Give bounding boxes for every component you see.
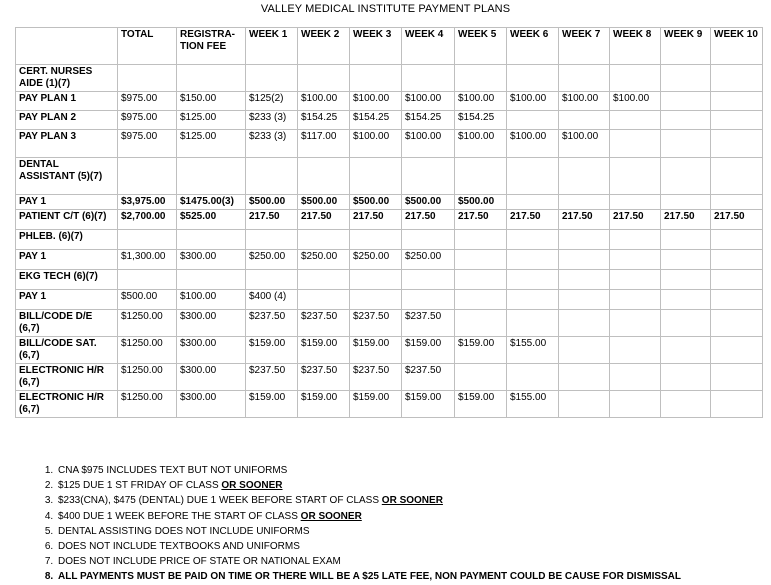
table-cell [118,65,177,92]
footnote-text: $233(CNA), $475 (DENTAL) DUE 1 WEEK BEFORE START OF CLASS [58,495,382,507]
footnotes-list [36,463,681,585]
table-row [16,337,763,364]
table-cell: $237.50 [402,364,455,391]
table-cell: $250.00 [298,250,350,270]
table-cell [610,364,661,391]
footnote-item [56,493,681,508]
table-cell: $159.00 [455,337,507,364]
table-cell: $3,975.00 [118,195,177,210]
table-cell [298,270,350,290]
footnote-emphasis: OR SOONER [221,480,283,492]
table-cell [711,391,763,418]
table-cell: $117.00 [298,130,350,158]
table-cell [507,310,559,337]
table-cell [402,158,455,195]
footnote-text: DOES NOT INCLUDE PRICE OF STATE OR NATIONAL EXAM [58,556,341,568]
table-row [16,290,763,310]
table-cell: $300.00 [177,391,246,418]
table-cell: $300.00 [177,337,246,364]
table-cell: $100.00 [350,130,402,158]
table-row [16,270,763,290]
table-cell: $500.00 [402,195,455,210]
table-cell [661,310,711,337]
table-cell: $500.00 [350,195,402,210]
table-cell [402,230,455,250]
table-row [16,391,763,418]
table-cell [661,92,711,111]
table-cell: $237.50 [246,310,298,337]
table-cell: $159.00 [246,391,298,418]
footnote-emphasis: OR SOONER [300,510,362,522]
table-cell [118,158,177,195]
table-cell: 217.50 [711,210,763,230]
table-cell: $100.00 [507,92,559,111]
table-cell: $250.00 [246,250,298,270]
table-cell: $159.00 [402,337,455,364]
row-label: PAY PLAN 3 [16,130,118,158]
table-cell [298,290,350,310]
table-cell [711,158,763,195]
table-cell: $525.00 [177,210,246,230]
column-header: WEEK 1 [246,28,298,65]
table-cell: $155.00 [507,337,559,364]
table-cell [610,391,661,418]
table-cell: 217.50 [350,210,402,230]
table-row [16,210,763,230]
table-cell [507,158,559,195]
table-cell [559,250,610,270]
column-header: WEEK 5 [455,28,507,65]
table-cell: $250.00 [350,250,402,270]
table-cell [246,65,298,92]
table-cell: $100.00 [402,130,455,158]
table-cell: $237.50 [402,310,455,337]
row-label: PAY PLAN 2 [16,111,118,130]
table-cell: $159.00 [246,337,298,364]
table-cell [177,158,246,195]
table-cell [661,111,711,130]
table-cell [118,230,177,250]
table-cell [507,230,559,250]
table-cell: $1475.00(3) [177,195,246,210]
table-cell [118,270,177,290]
table-cell [507,195,559,210]
table-cell [559,364,610,391]
table-cell: $500.00 [298,195,350,210]
table-cell [559,230,610,250]
table-cell [661,337,711,364]
table-cell [711,337,763,364]
table-cell: $159.00 [350,391,402,418]
column-header: REGISTRA-TION FEE [177,28,246,65]
table-row [16,195,763,210]
column-header: WEEK 9 [661,28,711,65]
footnote-text: ALL PAYMENTS MUST BE PAID ON TIME OR THERE WILL BE A $25 LATE FEE, NON PAYMENT COULD BE CAUSE FOR DISMISSAL [58,571,682,583]
table-cell: $237.50 [350,364,402,391]
table-cell [559,391,610,418]
table-cell [350,270,402,290]
table-cell [507,290,559,310]
table-cell: $1250.00 [118,391,177,418]
footnote-item [56,539,681,554]
table-row [16,111,763,130]
table-cell [711,130,763,158]
table-cell [559,337,610,364]
table-cell [455,250,507,270]
table-row [16,230,763,250]
table-cell [559,290,610,310]
header-corner-cell [16,28,118,65]
table-cell: $154.25 [402,111,455,130]
table-cell [559,270,610,290]
table-cell [610,230,661,250]
table-header-row [16,28,763,65]
row-label: PAY 1 [16,290,118,310]
table-cell [610,270,661,290]
table-cell: $100.00 [610,92,661,111]
table-cell: $300.00 [177,250,246,270]
row-label: ELECTRONIC H/R (6,7) [16,364,118,391]
table-cell: $125.00 [177,111,246,130]
table-cell: 217.50 [455,210,507,230]
column-header: WEEK 10 [711,28,763,65]
row-label: PHLEB. (6)(7) [16,230,118,250]
table-cell [559,65,610,92]
table-cell: $500.00 [455,195,507,210]
footnote-item [56,569,681,584]
table-row [16,310,763,337]
table-cell [661,195,711,210]
table-cell: $150.00 [177,92,246,111]
column-header: WEEK 7 [559,28,610,65]
table-cell [298,230,350,250]
table-cell: $100.00 [350,92,402,111]
table-cell [298,65,350,92]
table-cell [559,310,610,337]
table-cell: $400 (4) [246,290,298,310]
table-cell [246,270,298,290]
table-cell: 217.50 [298,210,350,230]
table-cell [455,310,507,337]
table-cell [402,65,455,92]
table-cell [661,290,711,310]
table-cell [246,158,298,195]
table-cell [177,230,246,250]
table-row [16,92,763,111]
table-cell: $154.25 [298,111,350,130]
table-cell: $154.25 [455,111,507,130]
table-cell [610,250,661,270]
table-cell: $250.00 [402,250,455,270]
footnote-text: $400 DUE 1 WEEK BEFORE THE START OF CLASS [58,510,301,522]
table-cell: 217.50 [661,210,711,230]
table-cell [711,270,763,290]
table-cell [507,65,559,92]
table-cell: $233 (3) [246,111,298,130]
row-label: BILL/CODE D/E (6,7) [16,310,118,337]
table-cell [661,158,711,195]
table-cell [350,65,402,92]
table-cell [350,158,402,195]
row-label: PAY 1 [16,195,118,210]
table-cell [610,310,661,337]
table-cell [455,158,507,195]
table-cell: $1250.00 [118,364,177,391]
table-row [16,364,763,391]
table-cell [661,230,711,250]
table-cell: $159.00 [350,337,402,364]
table-cell: $1250.00 [118,310,177,337]
table-cell [661,65,711,92]
table-cell [246,230,298,250]
column-header: WEEK 3 [350,28,402,65]
table-cell [559,111,610,130]
footnote-item [56,478,681,493]
table-cell [610,290,661,310]
table-cell: $125(2) [246,92,298,111]
table-cell: $975.00 [118,130,177,158]
table-cell [507,111,559,130]
table-cell: $237.50 [298,310,350,337]
row-label: ELECTRONIC H/R (6,7) [16,391,118,418]
table-cell: $100.00 [507,130,559,158]
table-cell: $100.00 [559,92,610,111]
table-cell: $100.00 [455,130,507,158]
table-cell [507,270,559,290]
table-cell: $500.00 [118,290,177,310]
table-cell [711,111,763,130]
table-cell: $300.00 [177,364,246,391]
table-cell [711,290,763,310]
row-label: EKG TECH (6)(7) [16,270,118,290]
table-cell [455,270,507,290]
table-cell [711,310,763,337]
column-header: WEEK 2 [298,28,350,65]
table-cell [177,65,246,92]
table-cell: $154.25 [350,111,402,130]
table-cell: $100.00 [559,130,610,158]
table-cell: $159.00 [455,391,507,418]
table-cell: $159.00 [298,391,350,418]
footnote-item [56,524,681,539]
column-header: TOTAL [118,28,177,65]
footnote-item [56,463,681,478]
row-label: PAY 1 [16,250,118,270]
table-cell: $975.00 [118,111,177,130]
table-cell [610,195,661,210]
row-label: CERT. NURSES AIDE (1)(7) [16,65,118,92]
table-cell [507,250,559,270]
table-cell [350,230,402,250]
table-cell [610,65,661,92]
table-cell: $159.00 [402,391,455,418]
table-cell [711,250,763,270]
table-cell: $237.50 [246,364,298,391]
table-row [16,130,763,158]
table-cell: $2,700.00 [118,210,177,230]
table-cell [298,158,350,195]
table-cell: $233 (3) [246,130,298,158]
table-cell: 217.50 [507,210,559,230]
table-cell: $300.00 [177,310,246,337]
table-cell [559,158,610,195]
table-cell: $500.00 [246,195,298,210]
table-cell: $237.50 [350,310,402,337]
table-cell [350,290,402,310]
payment-plans-table [15,27,763,418]
table-cell [711,364,763,391]
table-cell [610,111,661,130]
column-header: WEEK 6 [507,28,559,65]
table-cell: $237.50 [298,364,350,391]
column-header: WEEK 8 [610,28,661,65]
table-cell [661,364,711,391]
table-cell [455,290,507,310]
row-label: PAY PLAN 1 [16,92,118,111]
table-cell [661,250,711,270]
table-cell: $1,300.00 [118,250,177,270]
table-cell [711,195,763,210]
footnote-text: $125 DUE 1 ST FRIDAY OF CLASS [58,480,222,492]
row-label: DENTAL ASSISTANT (5)(7) [16,158,118,195]
table-row [16,250,763,270]
table-cell: $100.00 [402,92,455,111]
table-cell [711,65,763,92]
table-cell [661,270,711,290]
table-cell [177,270,246,290]
table-cell [711,92,763,111]
table-cell: $975.00 [118,92,177,111]
table-cell [610,337,661,364]
table-cell: $100.00 [298,92,350,111]
page-title: VALLEY MEDICAL INSTITUTE PAYMENT PLANS [260,3,511,15]
table-cell: $100.00 [455,92,507,111]
table-cell [455,364,507,391]
footnote-text: DENTAL ASSISTING DOES NOT INCLUDE UNIFORMS [58,525,310,537]
footnote-emphasis: OR SOONER [381,495,443,507]
footnote-text: DOES NOT INCLUDE TEXTBOOKS AND UNIFORMS [58,541,300,553]
table-cell: $100.00 [177,290,246,310]
row-label: PATIENT C/T (6)(7) [16,210,118,230]
footnote-item [56,554,681,569]
table-cell [402,270,455,290]
table-cell [661,391,711,418]
table-cell: $155.00 [507,391,559,418]
table-cell: 217.50 [402,210,455,230]
footnote-text: CNA $975 INCLUDES TEXT BUT NOT UNIFORMS [58,465,288,476]
table-cell [455,230,507,250]
table-cell: $159.00 [298,337,350,364]
table-cell [610,158,661,195]
column-header: WEEK 4 [402,28,455,65]
table-cell [661,130,711,158]
table-cell: 217.50 [559,210,610,230]
table-row [16,65,763,92]
table-cell: $1250.00 [118,337,177,364]
table-cell: 217.50 [610,210,661,230]
table-cell [455,65,507,92]
table-row [16,158,763,195]
table-cell [711,230,763,250]
table-cell [610,130,661,158]
table-cell: $125.00 [177,130,246,158]
table-cell [559,195,610,210]
table-cell [507,364,559,391]
row-label: BILL/CODE SAT. (6,7) [16,337,118,364]
table-cell: 217.50 [246,210,298,230]
table-cell [402,290,455,310]
footnote-item [56,509,681,524]
